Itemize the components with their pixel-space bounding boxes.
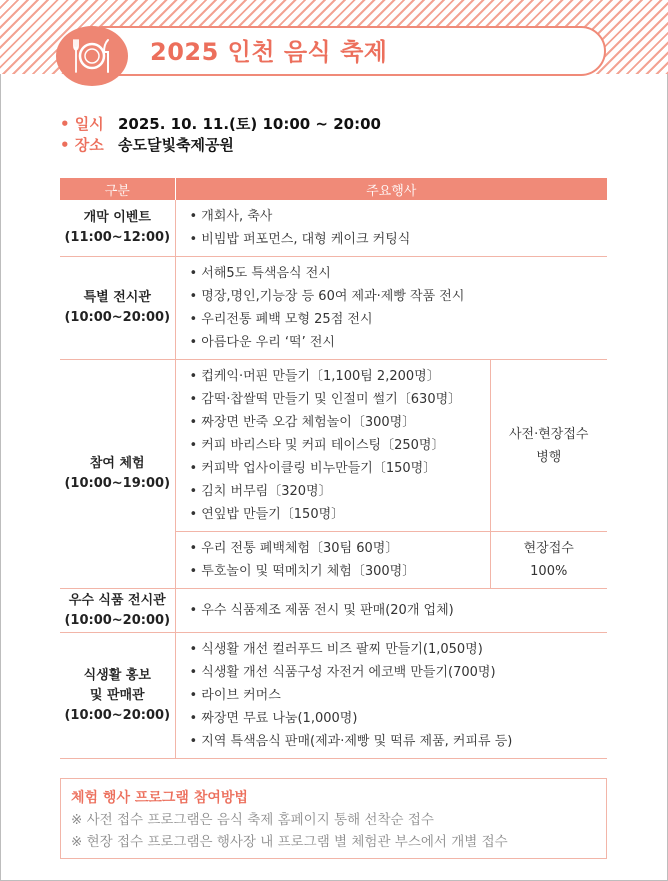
list-item: • 서해5도 특색음식 전시 — [189, 266, 331, 281]
list-item: • 우리전통 폐백 모형 25점 전시 — [189, 312, 373, 327]
note-line: 현장접수 — [523, 541, 574, 556]
list-item: • 감떡·찹쌀떡 만들기 및 인절미 썰기〔630명〕 — [189, 392, 462, 407]
row-category — [60, 360, 175, 589]
row-category — [60, 200, 175, 257]
header-events: 주요행사 — [175, 178, 607, 200]
list-item: • 투호놀이 및 떡메치기 체험〔300명〕 — [189, 564, 416, 579]
list-item: • 연잎밥 만들기〔150명〕 — [189, 507, 345, 522]
header-category: 구분 — [60, 178, 175, 200]
category-time: (10:00~20:00) — [64, 612, 171, 628]
row-category — [60, 589, 175, 633]
row-items — [175, 200, 607, 257]
registration-note — [490, 360, 607, 532]
category-name: 우수 식품 전시관 — [68, 592, 166, 608]
category-name: 식생활 홍보 — [83, 667, 151, 683]
participation-method-box — [60, 778, 607, 859]
list-item: • 라이브 커머스 — [189, 688, 281, 703]
list-item: • 비빔밥 퍼포먼스, 대형 케이크 커팅식 — [189, 232, 411, 247]
note-line: 병행 — [536, 449, 562, 465]
category-time: (10:00~19:00) — [64, 476, 171, 491]
list-item: • 커피 바리스타 및 커피 테이스팅〔250명〕 — [189, 438, 445, 453]
category-time: (10:00~20:00) — [64, 310, 171, 325]
list-item: • 식생활 개선 컬러푸드 비즈 팔찌 만들기(1,050명) — [189, 642, 483, 657]
row-category — [60, 257, 175, 360]
list-item: • 우수 식품제조 제품 전시 및 판매(20개 업체) — [189, 603, 454, 618]
list-item: • 아름다운 우리 ‘떡’ 전시 — [189, 335, 335, 350]
table-row — [60, 633, 607, 759]
list-item: • 식생활 개선 식품구성 자전거 에코백 만들기(700명) — [189, 665, 496, 680]
table-row — [60, 360, 607, 532]
table-header-row — [60, 178, 607, 200]
list-item: • 짜장면 반죽 오감 체험놀이〔300명〕 — [189, 415, 416, 430]
table-row — [60, 589, 607, 633]
row-items — [175, 257, 607, 360]
category-name: 개막 이벤트 — [83, 210, 151, 225]
method-title: 체험 행사 프로그램 참여방법 — [71, 790, 248, 806]
list-item: • 개회사, 축사 — [189, 209, 273, 224]
place-label: • 장소 — [60, 136, 104, 154]
table-row — [60, 257, 607, 360]
page-title: 2025 인천 음식 축제 — [150, 38, 388, 66]
plate-fork-knife-icon — [72, 36, 112, 76]
note-line: 사전·현장접수 — [509, 426, 589, 442]
category-time: (10:00~20:00) — [64, 707, 171, 723]
schedule-table — [60, 178, 607, 759]
row-items — [175, 532, 490, 589]
row-category — [60, 633, 175, 759]
row-items — [175, 633, 607, 759]
registration-note — [490, 532, 607, 589]
title-icon-badge — [56, 26, 128, 86]
info-date — [60, 113, 381, 135]
list-item: • 지역 특색음식 판매(제과·제빵 및 떡류 제품, 커피류 등) — [189, 734, 513, 749]
list-item: • 우리 전통 폐백체험〔30팀 60명〕 — [189, 541, 399, 556]
category-name: 특별 전시관 — [83, 290, 151, 305]
category-name: 및 판매관 — [89, 687, 145, 703]
category-name: 참여 체험 — [89, 456, 145, 471]
list-item: • 컵케익·머핀 만들기〔1,100팀 2,200명〕 — [189, 369, 440, 384]
date-label: • 일시 — [60, 115, 104, 133]
place-value: 송도달빛축제공원 — [118, 136, 234, 154]
method-line: ※ 현장 접수 프로그램은 행사장 내 프로그램 별 체험관 부스에서 개별 접수 — [71, 834, 508, 850]
list-item: • 명장,명인,기능장 등 60여 제과·제빵 작품 전시 — [189, 289, 465, 304]
info-place — [60, 134, 234, 156]
list-item: • 김치 버무림〔320명〕 — [189, 484, 332, 499]
list-item: • 짜장면 무료 나눔(1,000명) — [189, 711, 358, 726]
list-item: • 커피박 업사이클링 비누만들기〔150명〕 — [189, 461, 437, 476]
method-line: ※ 사전 접수 프로그램은 음식 축제 홈페이지 통해 선착순 접수 — [71, 812, 434, 828]
note-line: 100% — [530, 564, 568, 579]
table-row — [60, 200, 607, 257]
date-value: 2025. 10. 11.(토) 10:00 ~ 20:00 — [118, 115, 381, 133]
row-items — [175, 589, 607, 633]
category-time: (11:00~12:00) — [64, 230, 171, 245]
row-items — [175, 360, 490, 532]
